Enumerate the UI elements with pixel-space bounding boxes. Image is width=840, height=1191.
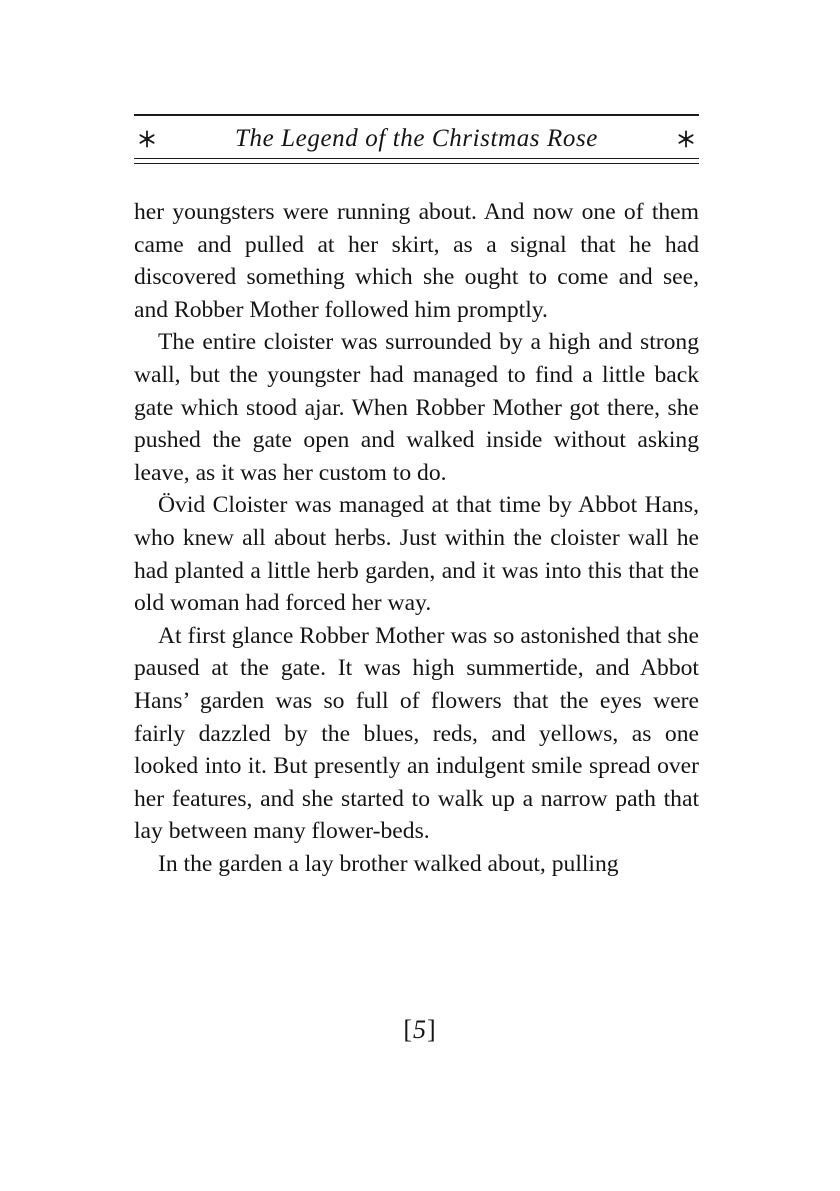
body-text bbox=[134, 196, 699, 880]
paragraph: At first glance Robber Mother was so astonished that she paused at the gate. It was high summertide, and Abbot Hans’ garden was so full of flowers that the eyes were fairly dazzled by the blues, reds, and yellows, as one looked into it. But presently an indulgent smile spread over her features, and she started to walk up a narrow path that lay between many flower-beds. bbox=[134, 622, 699, 845]
page-number bbox=[0, 1015, 840, 1045]
header-row bbox=[134, 123, 699, 155]
paragraph: In the garden a lay brother walked about, pulling bbox=[158, 850, 619, 877]
header-bottom-rule bbox=[134, 158, 699, 159]
paragraph: Övid Cloister was managed at that time by Abbot Hans, who knew all about herbs. Just within the cloister wall he had planted a little herb garden, and it was into this that the old woman had forced her way. bbox=[134, 492, 699, 617]
paragraph: her youngsters were running about. And now one of them came and pulled at her skirt, as a signal that he had discovered something which she ought to come and see, and Robber Mother followed him promptly. bbox=[134, 199, 699, 323]
header-top-rule bbox=[134, 114, 699, 116]
paragraph: The entire cloister was surrounded by a high and strong wall, but the youngster had managed to find a little back gate which stood ajar. When Robber Mother got there, she pushed the gate open and walked inside without asking leave, as it was her custom to do. bbox=[134, 329, 699, 486]
asterism-ornament-icon bbox=[677, 130, 695, 148]
header-bottom-rule-thin bbox=[134, 163, 699, 164]
running-header bbox=[134, 114, 699, 166]
page-number-value: 5 bbox=[413, 1015, 427, 1044]
running-header-title: The Legend of the Christmas Rose bbox=[235, 125, 598, 152]
page-number-bracket-open: [ bbox=[403, 1015, 413, 1044]
asterism-ornament-icon bbox=[138, 130, 156, 148]
page-number-bracket-close: ] bbox=[427, 1015, 437, 1044]
